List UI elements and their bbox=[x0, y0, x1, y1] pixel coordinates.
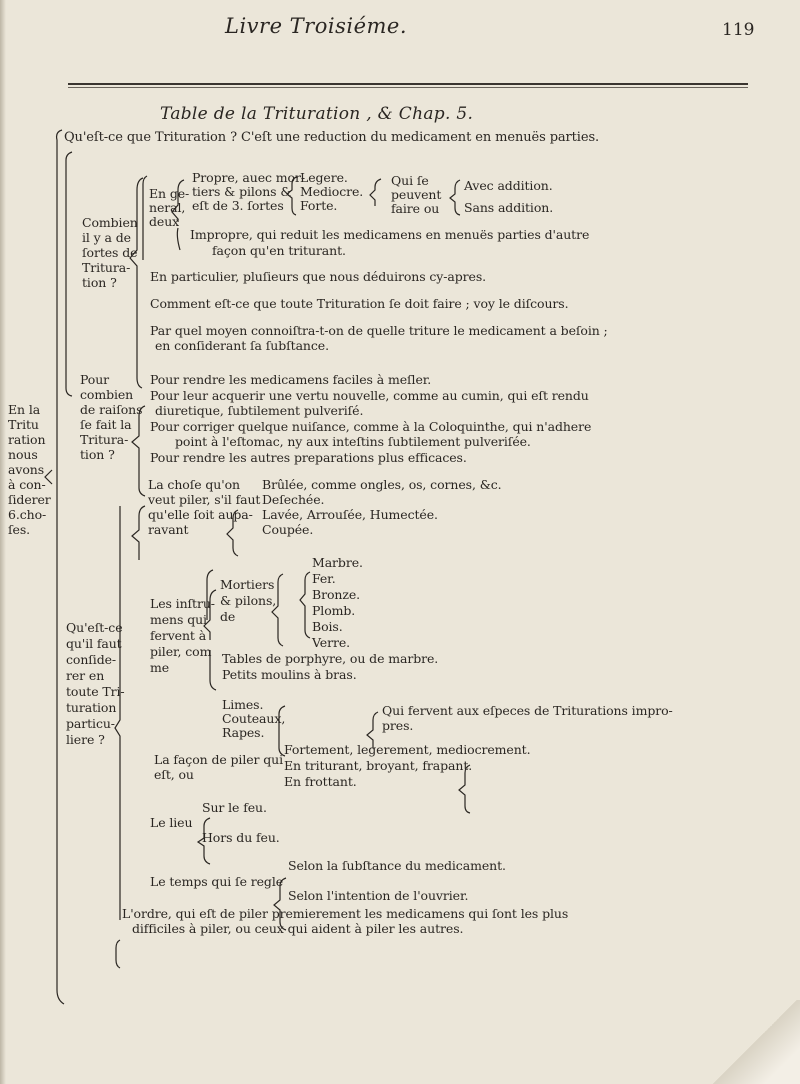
table-title: Table de la Trituration , & Chap. 5. bbox=[160, 104, 474, 124]
temps-selon-intention: Selon l'intention de l'ouvrier. bbox=[288, 888, 469, 903]
header-rule-thin bbox=[68, 87, 748, 88]
margin-line-1: En la bbox=[8, 402, 41, 417]
ordre-line-2: difficiles à piler, ou ceux qui aident à piler les autres. bbox=[132, 921, 464, 936]
material-plomb: Plomb. bbox=[312, 603, 356, 618]
reason-2-line-1: Pour leur acquerir une vertu nouvelle, comme au cumin, qui eſt rendu bbox=[150, 388, 589, 403]
facon-option-1: Fortement, legerement, mediocrement. bbox=[284, 742, 531, 757]
degree-forte: Forte. bbox=[300, 198, 338, 213]
state-lavee: Lavée, Arrouſée, Humectée. bbox=[262, 507, 438, 522]
combien-line-5: tion ? bbox=[82, 275, 117, 290]
quest-line-4: rer en bbox=[66, 668, 105, 683]
pour-line-2: combien bbox=[80, 387, 134, 402]
ordre-line-1: L'ordre, qui eſt de piler premierement les medicamens qui ſont les plus bbox=[122, 906, 569, 921]
instru-line-3: fervent à bbox=[150, 628, 207, 643]
margin-line-3: ration bbox=[8, 432, 46, 447]
reason-3-line-1: Pour corriger quelque nuiſance, comme à la Coloquinthe, qui n'adhere bbox=[150, 419, 592, 434]
comment-trituration: Comment eſt-ce que toute Trituration ſe doit faire ; voy le diſcours. bbox=[150, 296, 569, 311]
temps: Le temps qui ſe regle bbox=[150, 874, 284, 889]
temps-selon-substance: Selon la ſubſtance du medicament. bbox=[288, 858, 506, 873]
pour-line-6: tion ? bbox=[80, 447, 115, 462]
pour-line-1: Pour bbox=[80, 372, 110, 387]
margin-line-6: à con- bbox=[8, 477, 46, 492]
margin-line-9: ſes. bbox=[8, 522, 31, 537]
lachose-line-1: La choſe qu'on bbox=[148, 477, 240, 492]
parquel-line-1: Par quel moyen connoiſtra-t-on de quelle triture le medicament a beſoin ; bbox=[150, 323, 608, 338]
degree-legere: Legere. bbox=[300, 170, 348, 185]
instru-line-4: piler, com bbox=[150, 644, 212, 659]
propre-line-1: Propre, auec mor- bbox=[192, 170, 305, 185]
mortiers-line-1: Mortiers bbox=[220, 577, 275, 592]
addition-avec: Avec addition. bbox=[464, 178, 553, 193]
pour-line-4: ſe fait la bbox=[80, 417, 132, 432]
mortiers-line-2: & pilons, bbox=[220, 593, 277, 608]
lieu-hors-du-feu: Hors du feu. bbox=[202, 830, 280, 845]
facon-option-2: En triturant, broyant, frapant. bbox=[284, 758, 473, 773]
lachose-line-4: ravant bbox=[148, 522, 189, 537]
propre-line-3: eſt de 3. ſortes bbox=[192, 198, 284, 213]
reason-4: Pour rendre les autres preparations plus efficaces. bbox=[150, 450, 467, 465]
material-verre: Verre. bbox=[312, 635, 350, 650]
propre-line-2: tiers & pilons & bbox=[192, 184, 292, 199]
lachose-line-2: veut piler, s'il faut bbox=[148, 492, 261, 507]
margin-line-5: avons bbox=[8, 462, 45, 477]
engeneral-line-3: deux bbox=[149, 214, 180, 229]
combien-line-4: Tritura- bbox=[82, 260, 131, 275]
facon-line-2: eſt, ou bbox=[154, 767, 194, 782]
quest-line-6: turation bbox=[66, 700, 117, 715]
reason-2-line-2: diuretique, ſubtilement pulveriſé. bbox=[155, 403, 364, 418]
state-coupee: Coupée. bbox=[262, 522, 314, 537]
quife-line-1: Qui ſe bbox=[391, 173, 429, 188]
quest-line-8: liere ? bbox=[66, 732, 105, 747]
material-bois: Bois. bbox=[312, 619, 343, 634]
pour-line-5: Tritura- bbox=[80, 432, 129, 447]
limes: Limes. bbox=[222, 697, 264, 712]
quife-line-3: faire ou bbox=[391, 201, 440, 216]
page-gutter-shadow bbox=[0, 0, 6, 1084]
material-fer: Fer. bbox=[312, 571, 336, 586]
tables-porphyre: Tables de porphyre, ou de marbre. bbox=[222, 651, 439, 666]
instru-line-1: Les inſtru- bbox=[150, 596, 215, 611]
material-marbre: Marbre. bbox=[312, 555, 363, 570]
reason-3-line-2: point à l'eſtomac, ny aux inteſtins ſubtilement pulveriſée. bbox=[175, 434, 531, 449]
combien-line-2: il y a de bbox=[82, 230, 131, 245]
combien-line-1: Combien bbox=[82, 215, 138, 230]
petits-moulins: Petits moulins à bras. bbox=[222, 667, 357, 682]
couteaux: Couteaux, bbox=[222, 711, 286, 726]
combien-line-3: ſortes de bbox=[82, 245, 138, 260]
engeneral-line-1: En ge- bbox=[149, 186, 190, 201]
header-rule bbox=[68, 83, 748, 85]
quest-line-2: qu'il faut bbox=[66, 636, 122, 651]
instru-line-2: mens qui bbox=[150, 612, 207, 627]
instru-line-5: me bbox=[150, 660, 170, 675]
lieu-sur-le-feu: Sur le feu. bbox=[202, 800, 267, 815]
lieu: Le lieu bbox=[150, 815, 193, 830]
material-bronze: Bronze. bbox=[312, 587, 360, 602]
quiservent-line-2: pres. bbox=[382, 718, 414, 733]
quiservent-line-1: Qui fervent aux eſpeces de Triturations impro- bbox=[382, 703, 673, 718]
rapes: Rapes. bbox=[222, 725, 265, 740]
margin-line-7: ſiderer bbox=[8, 492, 51, 507]
degree-mediocre: Mediocre. bbox=[300, 184, 364, 199]
parquel-line-2: en conſiderant ſa ſubſtance. bbox=[155, 338, 329, 353]
pour-line-3: de raiſons bbox=[80, 402, 143, 417]
quest-line-3: conſide- bbox=[66, 652, 117, 667]
engeneral-line-2: neral, bbox=[149, 200, 186, 215]
state-desechee: Deſechée. bbox=[262, 492, 325, 507]
reason-1: Pour rendre les medicamens faciles à meſler. bbox=[150, 372, 432, 387]
lachose-line-3: qu'elle ſoit aupa- bbox=[148, 507, 253, 522]
facon-option-3: En frottant. bbox=[284, 774, 357, 789]
question-trituration: Qu'eſt-ce que Trituration ? C'eſt une reduction du medicament en menuës parties. bbox=[64, 130, 600, 145]
mortiers-line-3: de bbox=[220, 609, 236, 624]
page-number: 119 bbox=[722, 20, 755, 40]
quest-line-1: Qu'eſt-ce bbox=[66, 620, 123, 635]
quest-line-5: toute Tri- bbox=[66, 684, 125, 699]
impropre-line-1: Impropre, qui reduit les medicamens en menuës parties d'autre bbox=[190, 227, 590, 242]
state-brulee: Brûlée, comme ongles, os, cornes, &c. bbox=[262, 477, 502, 492]
margin-line-2: Tritu bbox=[8, 417, 39, 432]
impropre-line-2: façon qu'en triturant. bbox=[212, 243, 346, 258]
facon-line-1: La façon de piler qui bbox=[154, 752, 284, 767]
addition-sans: Sans addition. bbox=[464, 200, 554, 215]
margin-line-4: nous bbox=[8, 447, 38, 462]
quife-line-2: peuvent bbox=[391, 187, 442, 202]
en-particulier: En particulier, pluſieurs que nous déduirons cy-apres. bbox=[150, 269, 487, 284]
quest-line-7: particu- bbox=[66, 716, 115, 731]
page-curl bbox=[710, 1000, 800, 1084]
margin-line-8: 6.cho- bbox=[8, 507, 47, 522]
running-title: Livre Troisiéme. bbox=[225, 14, 408, 38]
